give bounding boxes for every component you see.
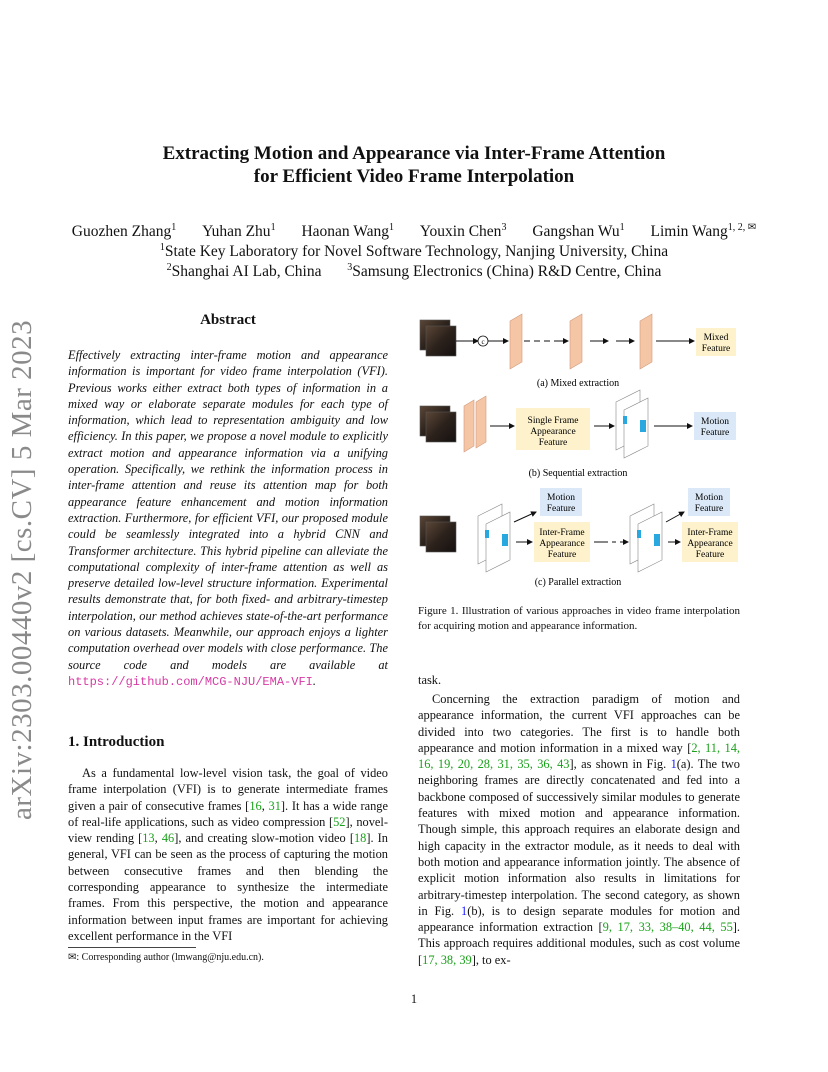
author-5: Gangshan Wu$^1$ [532,222,625,241]
citation[interactable]: 17, 38, 39 [422,952,472,967]
footnote-rule [68,947,196,948]
paradigm-paragraph: Concerning the extraction paradigm of motion and appearance information, the current VFI approaches can be divided into two categories. The first is to handle both appearance and motion information in a mixed way [2, 11, 14, 16, 19, 20, 28, 31, 35, 36, 43], as shown in Fig. 1(a). The two neighboring frames are directly concatenated and fed into a backbone composed of successively similar modules to generate features with mixed motion and appearance information. Though simple, this approach requires an elaborate design and high capacity in the extractor module, as it needs to deal with both motion and appearance information jointly. The absence of explicit motion information also results in limitations for arbitrary-timestep interpolation. The second category, as shown in Fig. 1(b), is to design separate modules for motion and appearance information extraction [9, 17, 33, 38–40, 44, 55]. This approach requires additional modules, such as cost volume [17, 38, 39], to ex- [418,692,741,967]
panel-sequential-extraction [420,390,736,479]
author-3: Haonan Wang$^1$ [301,222,395,241]
inter-frame-appearance-label: Inter-Frame Appearance Feature [539,528,585,560]
affiliation-2-3: $^2$Shanghai AI Lab, China $^3$Samsung Electronics (China) R&D Centre, China [166,262,662,281]
title-line-1: Extracting Motion and Appearance via Inter-Frame Attention [162,143,666,164]
panel-mixed-extraction [420,314,736,389]
code-link[interactable]: https://github.com/MCG-NJU/EMA-VFI [68,674,313,689]
figure-1-caption: Figure 1. Illustration of various approaches in video frame interpolation for acquiring motion and appearance information. [418,605,740,632]
page-number: 1 [410,992,418,1006]
citation[interactable]: 2, 11, 14, 16, 19, 20, 28, 31, 35, 36, 43 [418,740,740,772]
cnn-block-shape [640,314,652,369]
affiliation-1: $^1$State Key Laboratory for Novel Software Technology, Nanjing University, China [159,242,669,261]
author-1: Guozhen Zhang$^1$ [71,222,177,241]
citation[interactable]: 16 [249,798,262,813]
task-line: task. [418,673,442,687]
figure-1-diagram [418,306,738,596]
citation[interactable]: 18 [353,831,367,846]
subcaption-c: (c) Parallel extraction [534,577,622,588]
concat-symbol-label: c [481,338,485,346]
section-heading-introduction: 1. Introduction [68,734,165,750]
cnn-block-shape [510,314,522,369]
title-line-2: for Efficient Video Frame Interpolation [253,166,575,187]
subcaption-a: (a) Mixed extraction [536,378,620,389]
attention-cell [637,530,641,538]
attention-cell [640,420,646,432]
citation[interactable]: 46 [161,831,175,846]
citation[interactable]: 13 [142,831,155,846]
mixed-feature-label: Mixed Feature [701,333,731,354]
input-frame-image [426,522,456,552]
abstract-heading: Abstract [200,312,256,328]
attention-cell [485,530,489,538]
arxiv-stamp: arXiv:2303.00440v2 [cs.CV] 5 Mar 2023 [6,319,38,820]
citation[interactable]: 31 [268,798,281,813]
attention-cell [623,416,627,424]
attention-cell [654,534,660,546]
single-frame-appearance-label: Single Frame Appearance Feature [527,416,579,448]
cnn-block-shape [476,396,486,448]
inter-frame-appearance-label: Inter-Frame Appearance Feature [687,528,733,560]
figure-ref[interactable]: 1 [461,903,468,918]
input-frame-image [426,412,456,442]
panel-parallel-extraction [420,488,738,588]
input-frame-image [426,326,456,356]
paper-title [0,142,828,188]
citation[interactable]: 9, 17, 33, 38–40, 44, 55 [602,920,733,935]
cnn-block-shape [464,400,474,452]
author-4: Youxin Chen$^3$ [419,222,507,241]
footnote: ✉: Corresponding author (lmwang@nju.edu.cn). [68,952,264,963]
motion-feature-label: Motion Feature [700,417,730,438]
intro-paragraph: As a fundamental low-level vision task, the goal of video frame interpolation (VFI) is to generate intermediate frames given a pair of consecutive frames [16, 31]. It has a wide range of real-life applications, such as video compression [52], novel-view rending [13, 46], and creating slow-motion video [18]. In general, VFI can be seen as the process of capturing the motion between consecutive frames and then blending the corresponding appearance to synthesize the intermediate frames. From this perspective, the motion and appearance information between input frames are important for achieving excellent performance in the VFI [68,766,388,943]
motion-feature-label: Motion Feature [546,493,576,514]
attention-cell [502,534,508,546]
figure-ref[interactable]: 1 [670,757,677,772]
author-6: Limin Wang$^{1, 2, ✉}$ [650,222,757,241]
cnn-block-shape [570,314,582,369]
subcaption-b: (b) Sequential extraction [528,468,628,479]
citation[interactable]: 52 [333,814,346,829]
author-2: Yuhan Zhu$^1$ [202,222,276,241]
motion-feature-label: Motion Feature [694,493,724,514]
abstract-body: Effectively extracting inter-frame motion and appearance information is important for video frame interpolation (VFI). Previous works either extract both types of information in a mixed way or elaborate separate modules for each type of information, which lead to representation ambiguity and low efficiency. In this paper, we propose a novel module to explicitly extract motion and appearance information via a unifying operation. Specifically, we rethink the information process in inter-frame attention and reuse its attention map for both appearance feature enhancement and motion information extraction. Furthermore, for efficient VFI, our proposed module could be seamlessly integrated into a hybrid CNN and Transformer architecture. This hybrid pipeline can alleviate the computational complexity of inter-frame attention as well as preserve detailed low-level structure information. Experimental results demonstrate that, for both fixed- and arbitrary-timestep interpolation, our method achieves state-of-the-art performance on various datasets. Meanwhile, our approach enjoys a lighter computation overhead over models with close performance. The source code and models are available at https://github.com/MCG-NJU/EMA-VFI. [68,348,388,689]
